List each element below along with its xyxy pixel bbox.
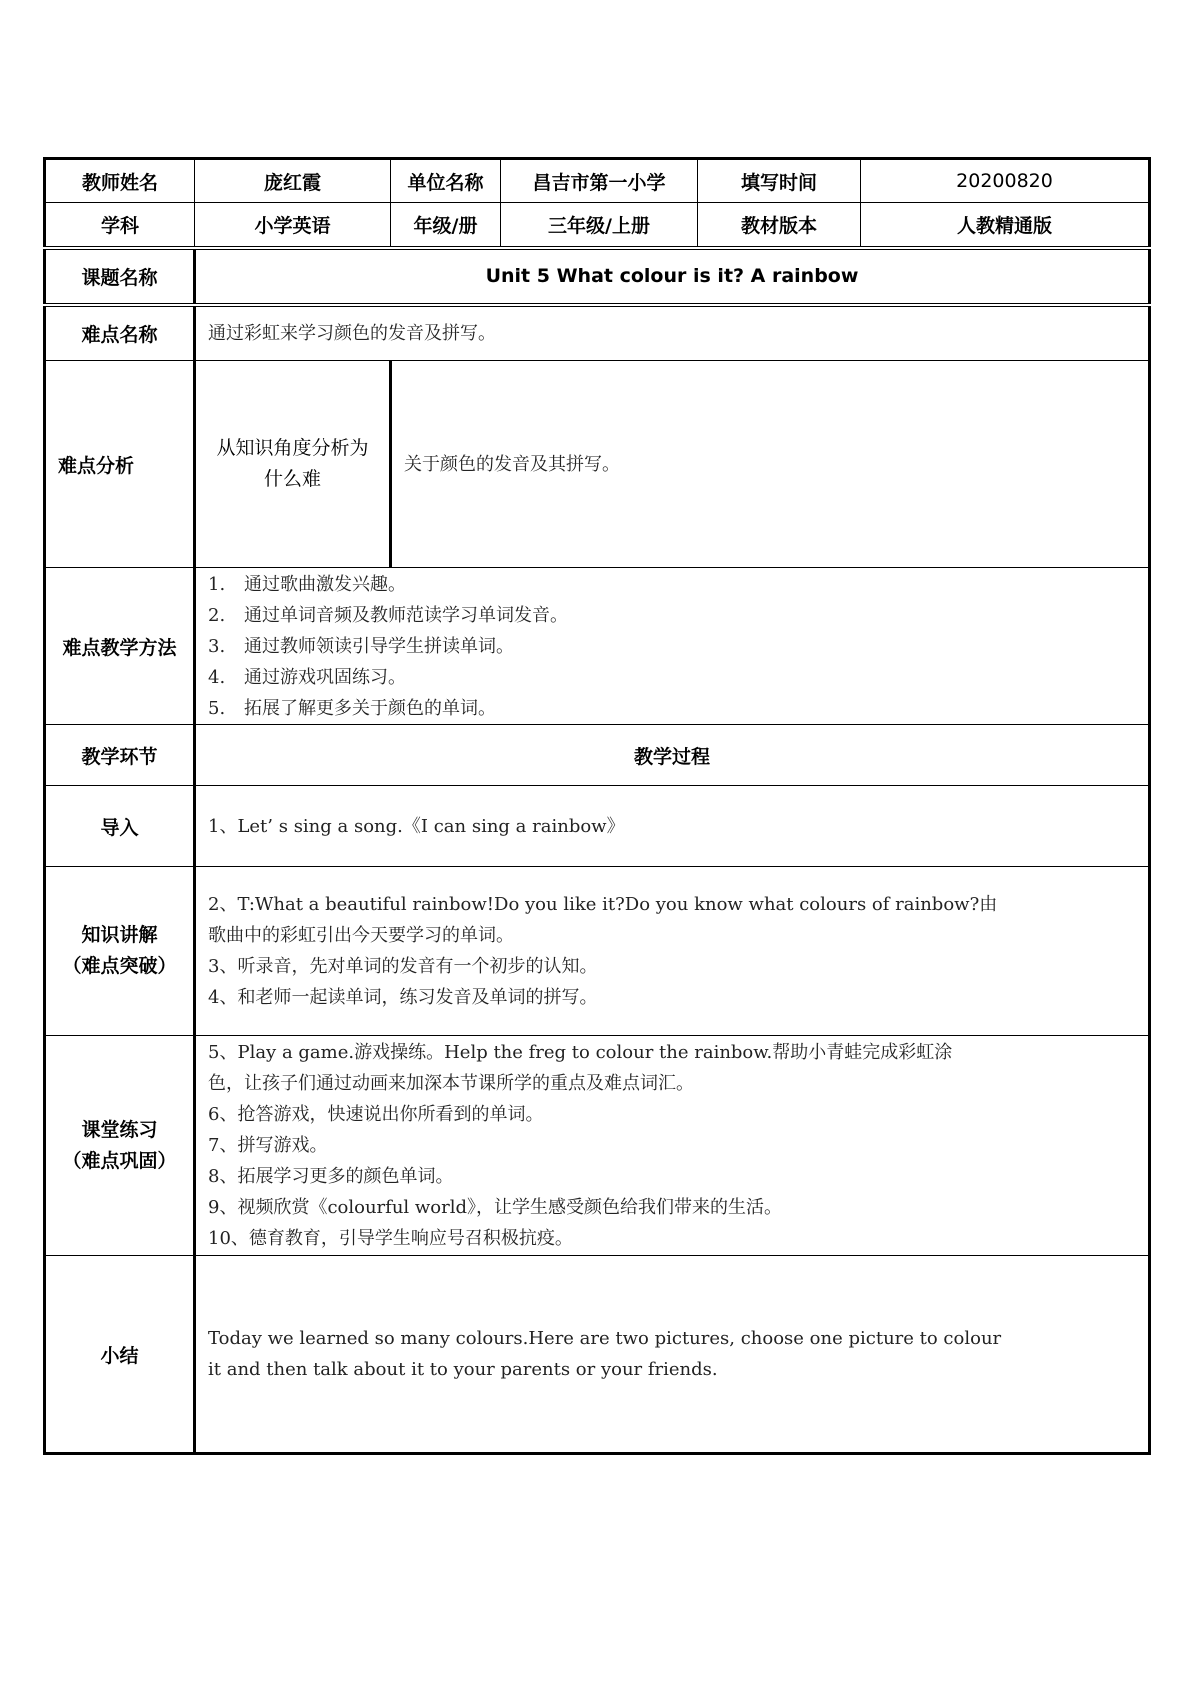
summary-label: 小结 [45,1256,195,1454]
intro-row [45,786,1150,867]
intro-label: 导入 [45,786,195,867]
lesson-plan-table [43,157,1151,1455]
knowledge-line: 2、T:What a beautiful rainbow!Do you like it?Do you know what colours of rainbow?由 [208,894,998,915]
practice-label [45,1036,195,1256]
info-row-1 [45,159,1150,203]
topic-label: 课题名称 [45,248,195,305]
difficulty-analysis-sublabel [195,361,391,568]
teacher-name-value: 庞红霞 [195,159,391,203]
practice-line: 7、拼写游戏。 [208,1135,328,1156]
method-item-number: 4. [208,666,226,688]
knowledge-row [45,867,1150,1036]
method-item [208,569,1136,600]
grade-value: 三年级/上册 [501,203,698,248]
teaching-methods-row [45,568,1150,725]
difficulty-analysis-sublabel-line1: 从知识角度分析为 [216,437,369,459]
difficulty-name-value: 通过彩虹来学习颜色的发音及拼写。 [195,305,1150,361]
method-item-text: 通过单词音频及教师范读学习单词发音。 [244,604,568,626]
textbook-version-label: 教材版本 [698,203,861,248]
summary-content [195,1256,1150,1454]
knowledge-content [195,867,1150,1036]
method-item [208,631,1136,662]
practice-line: 色，让孩子们通过动画来加深本节课所学的重点及难点词汇。 [208,1073,694,1094]
method-item [208,693,1136,724]
method-item-text: 通过游戏巩固练习。 [244,666,406,688]
practice-label-line1: 课堂练习 [81,1118,158,1141]
method-item [208,662,1136,693]
teaching-methods-list [195,568,1150,725]
process-header-row [45,725,1150,786]
teaching-process-header: 教学过程 [195,725,1150,786]
knowledge-label-line1: 知识讲解 [81,924,158,946]
practice-line: 5、Play a game.游戏操练。Help the freg to colour the rainbow.帮助小青蛙完成彩虹涂 [208,1042,953,1063]
difficulty-name-row [45,305,1150,361]
method-item [208,600,1136,631]
practice-line: 10、德育教育，引导学生响应号召积极抗疫。 [208,1228,573,1249]
practice-line: 6、抢答游戏，快速说出你所看到的单词。 [208,1104,544,1125]
practice-line: 9、视频欣赏《colourful world》，让学生感受颜色给我们带来的生活。 [208,1197,783,1218]
fill-time-label: 填写时间 [698,159,861,203]
difficulty-analysis-value: 关于颜色的发音及其拼写。 [391,361,1150,568]
method-item-text: 通过歌曲激发兴趣。 [244,573,406,595]
method-item-number: 5. [208,697,226,719]
intro-content [195,786,1150,867]
difficulty-analysis-row [45,361,1150,568]
info-row-2 [45,203,1150,248]
textbook-version-value: 人教精通版 [861,203,1150,248]
teaching-stage-header: 教学环节 [45,725,195,786]
knowledge-label [45,867,195,1036]
practice-label-line2: （难点巩固） [62,1149,177,1172]
summary-line: Today we learned so many colours.Here are two pictures, choose one picture to colour [208,1328,1002,1349]
method-item-text: 拓展了解更多关于颜色的单词。 [244,697,496,719]
fill-time-value: 20200820 [861,159,1150,203]
intro-line: 1、Let’ s sing a song.《I can sing a rainbow》 [208,815,625,837]
difficulty-name-label: 难点名称 [45,305,195,361]
difficulty-analysis-sublabel-line2: 什么难 [264,468,322,490]
method-item-number: 2. [208,604,226,626]
knowledge-line: 歌曲中的彩虹引出今天要学习的单词。 [208,925,514,946]
summary-row [45,1256,1150,1454]
knowledge-line: 3、听录音，先对单词的发音有一个初步的认知。 [208,956,598,977]
teaching-methods-label: 难点教学方法 [45,568,195,725]
summary-line: it and then talk about it to your parents or your friends. [208,1359,718,1380]
method-item-number: 1. [208,573,226,595]
unit-name-label: 单位名称 [391,159,501,203]
knowledge-label-line2: （难点突破） [62,955,177,977]
method-item-number: 3. [208,635,226,657]
practice-row [45,1036,1150,1256]
method-item-text: 通过教师领读引导学生拼读单词。 [244,635,514,657]
practice-line: 8、拓展学习更多的颜色单词。 [208,1166,454,1187]
teacher-name-label: 教师姓名 [45,159,195,203]
topic-value: Unit 5 What colour is it? A rainbow [195,248,1150,305]
subject-value: 小学英语 [195,203,391,248]
grade-label: 年级/册 [391,203,501,248]
topic-row [45,248,1150,305]
subject-label: 学科 [45,203,195,248]
knowledge-line: 4、和老师一起读单词，练习发音及单词的拼写。 [208,987,598,1008]
difficulty-analysis-label: 难点分析 [45,361,195,568]
practice-content [195,1036,1150,1256]
unit-name-value: 昌吉市第一小学 [501,159,698,203]
